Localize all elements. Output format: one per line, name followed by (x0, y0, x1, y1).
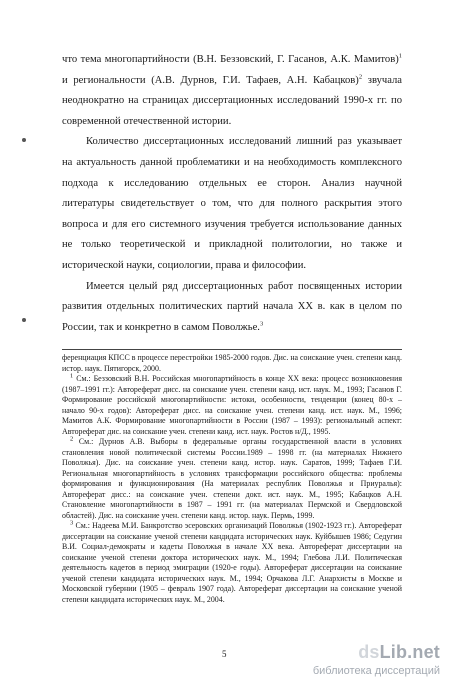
watermark-logo-ds: ds (358, 642, 380, 662)
footnote-ref-3[interactable]: 3 (259, 320, 264, 328)
footnote-continuation: ференциация КПСС в процессе перестройки 1985-2000 годов. Дис. на соискание учен. степени канд. истор. наук. Пятигорск, 2000. (62, 353, 402, 373)
paragraph-2: Количество диссертационных исследований лишний раз указывает на актуальность данной проблематики и на необходимость комплексного подхода к исследованию отдельных ее сторон. Анализ научной литературы свидетельствует о том, что для полного раскрытия этого вопроса и для его системного изучения требуется использование данных не только теоретической и прикладной политологии, но также и исторической науки, социологии, права и философии. (62, 136, 402, 271)
footnote-2-mark: 2 (70, 435, 74, 443)
paragraph-1-text-end: звучала неоднократно на страницах диссертационных исследований 1990-х гг. по современной отечественной истории. (62, 74, 402, 127)
footnotes (62, 353, 402, 605)
footnote-3-text: См.: Надеева М.И. Банкротство эсеровских организаций Поволжья (1902-1923 гг.). Автореферат диссертации на соискание ученой степени кандидата исторических наук. Куйбышев 1986; Седугин В.И. Социал-демократы и кадеты Поволжья в начале XX века. Автореферат диссертации на соискание ученой степени доктора исторических наук. М., 1994; Глебова Л.И. Политическая деятельность кадетов в период эмиграции (1920-е годы). Автореферат диссертации на соискание ученой степени кандидата исторических наук. М., 1994; Орчакова Л.Г. Анархисты в Москве и Московской губернии (1905 – февраль 1907 года). Автореферат диссертации на соискание ученой степени кандидата исторических наук. М., 2004. (62, 521, 402, 604)
paragraph-1 (62, 50, 402, 132)
footnote-3-mark: 3 (70, 519, 74, 527)
footnote-2-text: См.: Дурнов А.В. Выборы в федеральные органы государственной власти в условиях становления новой политической системы России.1989 – 1998 гг. (на материалах Нижнего Поволжья). Дис. на соискание учен. степени канд. истор. наук. Саратов, 1999; Тафаев Г.И. Региональная многопартийность в условиях трансформации российского общества: проблемы формирования и функционирования (На материалах республик Поволжья и Приуралья): Автореферат дисс.: на соискание учен. степени докт. ист. наук. М., 1995; Кабацков А.Н. Становление многопартийности в 1987 – 1991 гг. (на материалах Пермской и Свердловской областей). Дис. на соискание учен. степени канд. истор. наук. Пермь, 1999. (62, 437, 402, 520)
footnote-2 (62, 437, 402, 521)
watermark (313, 642, 440, 677)
footnote-1-mark: 1 (70, 372, 74, 380)
margin-dot (22, 138, 26, 142)
footnote-1 (62, 374, 402, 437)
paragraph-1-text: что тема многопартийности (В.Н. Беззовский, Г. Гасанов, А.К. Мамитов) (62, 54, 399, 65)
watermark-logo (313, 642, 440, 663)
paragraph-1-text-cont: и региональности (А.В. Дурнов, Г.И. Тафаев, А.Н. Кабацков) (62, 74, 359, 86)
footnote-ref-1[interactable]: 1 (398, 52, 402, 60)
watermark-subtitle: библиотека диссертаций (312, 665, 440, 677)
paragraph-3 (62, 277, 402, 339)
footnote-separator (62, 349, 402, 350)
watermark-logo-lib: Lib.net (379, 642, 440, 662)
margin-dot (22, 318, 26, 322)
footnote-ref-2[interactable]: 2 (358, 73, 363, 81)
page-number: 5 (222, 649, 227, 659)
footnote-3 (62, 521, 402, 605)
paragraph-3-text: Имеется целый ряд диссертационных работ посвященных истории развития отдельных политических партий начала XX в. как в целом по России, так и конкретно в самом Поволжье. (62, 280, 402, 333)
main-text (62, 50, 402, 338)
footnote-1-text: См.: Беззовский В.Н. Российская многопартийность в конце XX века: процесс возникновения (1987–1991 гг.): Автореферат дисс. на соискание учен. степени канд. ист. наук. М., 1993; Гасанов Г. Формирование российской многопартийности: истоки, особенности, тенденции (конец 80-х – начало 90-х годов): Автореферат дисс. на соискание учен. степени канд. ист. наук. М., 1996; Мамитов А.К. Формирование многопартийности в России (1987 – 1993): региональный аспект: Автореферат дис. на соискание учен. степени канд. ист. наук. Ростов н/Д., 1995. (62, 374, 402, 436)
